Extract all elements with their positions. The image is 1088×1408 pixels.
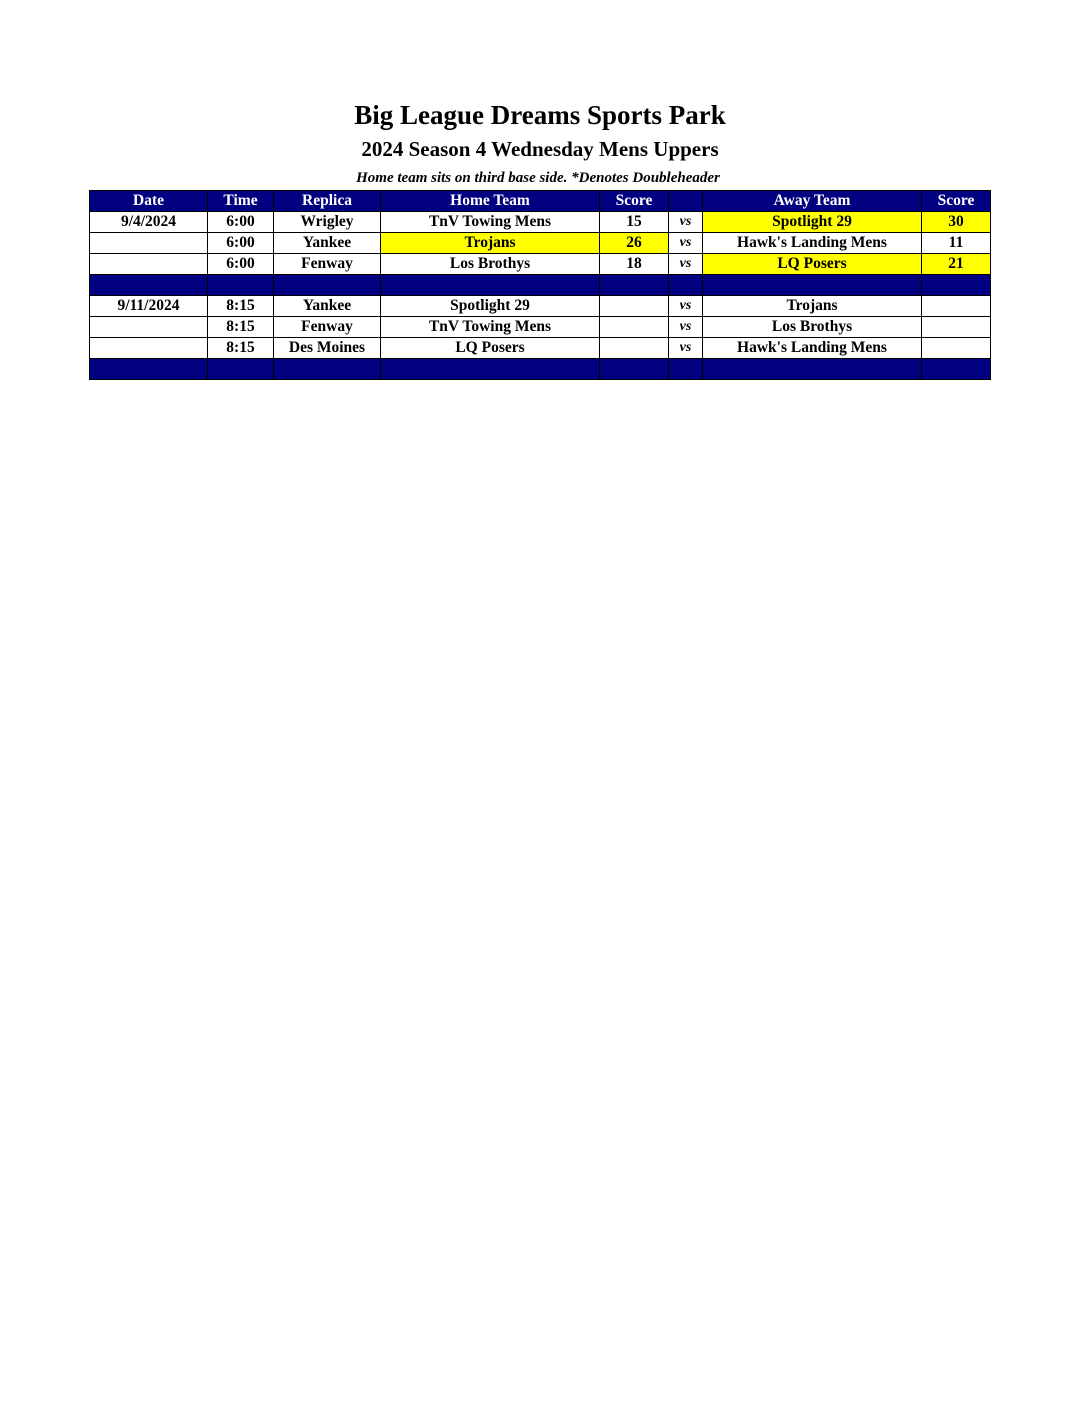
home-team: LQ Posers <box>381 338 600 359</box>
column-header-home-score: Score <box>600 191 669 212</box>
table-row <box>90 254 991 275</box>
vs-label: vs <box>669 254 703 275</box>
home-team: TnV Towing Mens <box>381 212 600 233</box>
home-team: Trojans <box>381 233 600 254</box>
table-row <box>90 317 991 338</box>
away-score: 21 <box>922 254 991 275</box>
schedule-body <box>90 212 991 380</box>
game-replica: Fenway <box>274 254 381 275</box>
game-date <box>90 317 208 338</box>
home-score: 15 <box>600 212 669 233</box>
home-score <box>600 338 669 359</box>
game-time: 8:15 <box>208 338 274 359</box>
separator-cell <box>703 275 922 296</box>
column-header-vs <box>669 191 703 212</box>
home-team: Spotlight 29 <box>381 296 600 317</box>
game-date: 9/4/2024 <box>90 212 208 233</box>
table-row <box>90 338 991 359</box>
game-date <box>90 233 208 254</box>
column-header-home-team: Home Team <box>381 191 600 212</box>
separator-cell <box>274 275 381 296</box>
column-header-away-score: Score <box>922 191 991 212</box>
week-separator-row <box>90 275 991 296</box>
away-score: 11 <box>922 233 991 254</box>
separator-cell <box>381 359 600 380</box>
game-time: 6:00 <box>208 233 274 254</box>
separator-cell <box>600 275 669 296</box>
page-title: Big League Dreams Sports Park <box>354 100 726 130</box>
separator-cell <box>669 359 703 380</box>
away-score <box>922 296 991 317</box>
home-score <box>600 317 669 338</box>
column-header-time: Time <box>208 191 274 212</box>
separator-cell <box>703 359 922 380</box>
game-replica: Yankee <box>274 296 381 317</box>
vs-label: vs <box>669 338 703 359</box>
vs-label: vs <box>669 317 703 338</box>
week-separator-row <box>90 359 991 380</box>
game-replica: Yankee <box>274 233 381 254</box>
game-time: 6:00 <box>208 254 274 275</box>
vs-label: vs <box>669 233 703 254</box>
schedule-note: Home team sits on third base side. *Denotes Doubleheader <box>356 170 720 186</box>
away-team: Spotlight 29 <box>703 212 922 233</box>
game-date: 9/11/2024 <box>90 296 208 317</box>
away-score: 30 <box>922 212 991 233</box>
separator-cell <box>208 359 274 380</box>
vs-label: vs <box>669 296 703 317</box>
vs-label: vs <box>669 212 703 233</box>
home-team: TnV Towing Mens <box>381 317 600 338</box>
separator-cell <box>600 359 669 380</box>
separator-cell <box>381 275 600 296</box>
game-time: 8:15 <box>208 317 274 338</box>
away-team: Hawk's Landing Mens <box>703 338 922 359</box>
away-team: Trojans <box>703 296 922 317</box>
column-header-away-team: Away Team <box>703 191 922 212</box>
column-header-replica: Replica <box>274 191 381 212</box>
column-header-date: Date <box>90 191 208 212</box>
game-time: 8:15 <box>208 296 274 317</box>
separator-cell <box>274 359 381 380</box>
away-team: Los Brothys <box>703 317 922 338</box>
game-replica: Wrigley <box>274 212 381 233</box>
home-team: Los Brothys <box>381 254 600 275</box>
game-date <box>90 254 208 275</box>
away-team: LQ Posers <box>703 254 922 275</box>
page-subtitle: 2024 Season 4 Wednesday Mens Uppers <box>361 137 719 161</box>
home-score: 18 <box>600 254 669 275</box>
game-time: 6:00 <box>208 212 274 233</box>
schedule-table <box>89 190 991 380</box>
separator-cell <box>208 275 274 296</box>
table-row <box>90 233 991 254</box>
away-score <box>922 338 991 359</box>
table-header-row <box>90 191 991 212</box>
home-score: 26 <box>600 233 669 254</box>
away-score <box>922 317 991 338</box>
separator-cell <box>669 275 703 296</box>
separator-cell <box>90 275 208 296</box>
away-team: Hawk's Landing Mens <box>703 233 922 254</box>
separator-cell <box>90 359 208 380</box>
table-row <box>90 296 991 317</box>
separator-cell <box>922 359 991 380</box>
game-date <box>90 338 208 359</box>
game-replica: Des Moines <box>274 338 381 359</box>
home-score <box>600 296 669 317</box>
game-replica: Fenway <box>274 317 381 338</box>
separator-cell <box>922 275 991 296</box>
table-row <box>90 212 991 233</box>
